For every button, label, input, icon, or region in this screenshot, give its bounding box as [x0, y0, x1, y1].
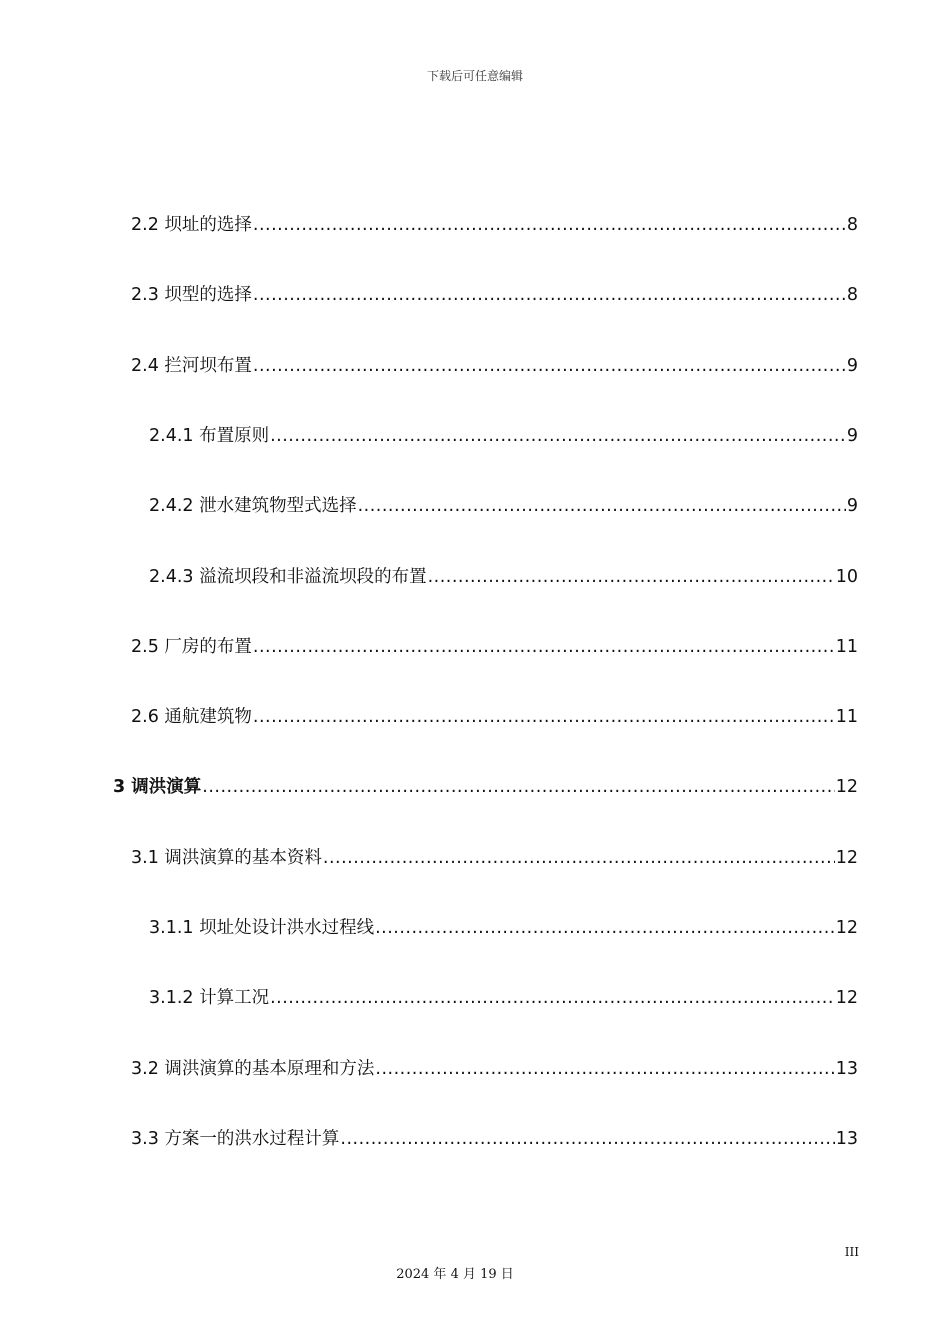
toc-entry[interactable] — [131, 355, 858, 377]
page-header: 下载后可任意编辑 — [426, 69, 523, 83]
toc-entry-page: 9 — [846, 426, 858, 446]
toc-dot-leader — [358, 495, 846, 517]
toc-entry[interactable] — [113, 776, 858, 798]
toc-entry-title: 3 调洪演算 — [113, 777, 202, 797]
toc-entry[interactable] — [149, 566, 858, 588]
toc-entry-page: 9 — [846, 356, 858, 376]
toc-entry-page: 11 — [835, 707, 858, 727]
toc-entry[interactable] — [131, 847, 858, 869]
toc-dot-leader — [253, 284, 846, 306]
toc-entry-title: 3.3 方案一的洪水过程计算 — [131, 1129, 340, 1149]
toc-entry-page: 12 — [835, 988, 858, 1008]
toc-entry-page: 10 — [835, 567, 858, 587]
toc-dot-leader — [340, 1128, 834, 1150]
toc-entry-page: 13 — [835, 1129, 858, 1149]
toc-entry-title: 2.2 坝址的选择 — [131, 215, 252, 235]
toc-entry-page: 12 — [835, 918, 858, 938]
toc-dot-leader — [323, 847, 835, 869]
toc-dot-leader — [253, 214, 846, 236]
toc-entry[interactable] — [149, 425, 858, 447]
toc-entry-title: 3.1 调洪演算的基本资料 — [131, 848, 322, 868]
toc-entry[interactable] — [149, 917, 858, 939]
toc-entry-title: 2.4.3 溢流坝段和非溢流坝段的布置 — [149, 567, 427, 587]
page-number: III — [844, 1245, 859, 1259]
toc-entry-title: 3.1.2 计算工况 — [149, 988, 270, 1008]
toc-entry-page: 13 — [835, 1059, 858, 1079]
toc-entry-title: 2.6 通航建筑物 — [131, 707, 252, 727]
toc-dot-leader — [253, 355, 846, 377]
toc-entry[interactable] — [149, 987, 858, 1009]
toc-entry-title: 2.4 拦河坝布置 — [131, 356, 252, 376]
toc-entry-page: 12 — [835, 848, 858, 868]
toc-dot-leader — [253, 706, 835, 728]
toc-entry-title: 3.2 调洪演算的基本原理和方法 — [131, 1059, 375, 1079]
toc-entry-title: 2.5 厂房的布置 — [131, 637, 252, 657]
toc-entry-title: 2.4.2 泄水建筑物型式选择 — [149, 496, 357, 516]
toc-dot-leader — [270, 987, 835, 1009]
toc-entry-page: 11 — [835, 637, 858, 657]
toc-entry[interactable] — [131, 214, 858, 236]
toc-dot-leader — [428, 566, 835, 588]
toc-entry-page: 9 — [846, 496, 858, 516]
toc-dot-leader — [375, 917, 835, 939]
toc-entry-page: 8 — [846, 215, 858, 235]
toc-entry-title: 2.3 坝型的选择 — [131, 285, 252, 305]
toc-entry[interactable] — [149, 495, 858, 517]
toc-entry-page: 12 — [835, 777, 858, 797]
toc-dot-leader — [375, 1058, 834, 1080]
toc-entry[interactable] — [131, 284, 858, 306]
toc-dot-leader — [270, 425, 846, 447]
toc-entry-page: 8 — [846, 285, 858, 305]
footer-date: 2024 年 4 月 19 日 — [396, 1267, 514, 1282]
toc-entry[interactable] — [131, 1128, 858, 1150]
toc-dot-leader — [253, 636, 835, 658]
toc-entry-title: 2.4.1 布置原则 — [149, 426, 270, 446]
toc-dot-leader — [202, 776, 834, 798]
toc-entry[interactable] — [131, 706, 858, 728]
toc-entry-title: 3.1.1 坝址处设计洪水过程线 — [149, 918, 375, 938]
toc-entry[interactable] — [131, 1058, 858, 1080]
toc-entry[interactable] — [131, 636, 858, 658]
